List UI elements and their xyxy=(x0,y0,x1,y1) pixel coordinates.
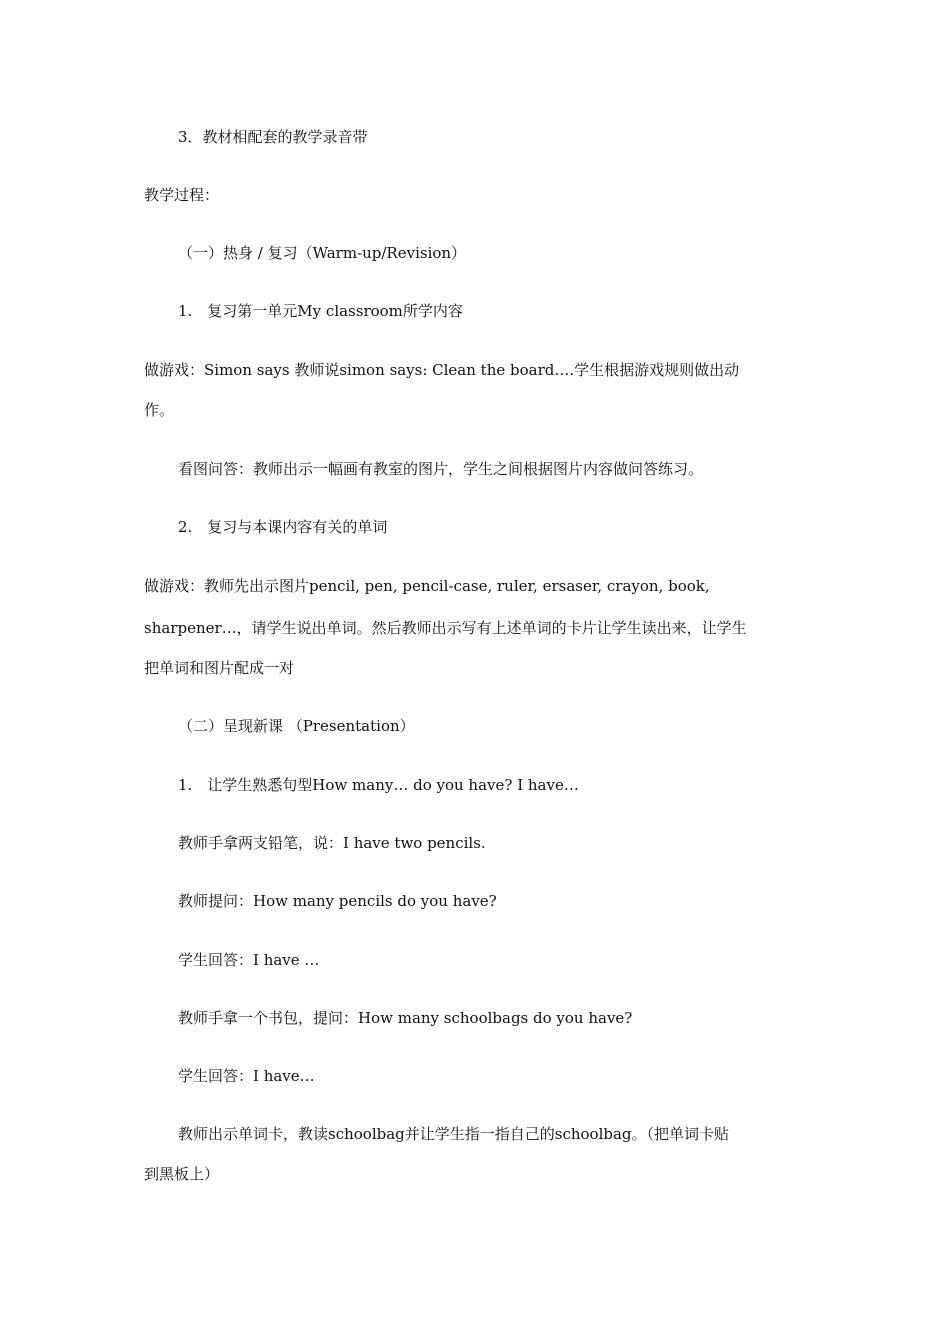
teacher-pencils-line: 教师手拿两支铅笔，说：I have two pencils. xyxy=(178,834,486,852)
teaching-process-heading: 教学过程： xyxy=(144,186,220,204)
student-answer-line-2: 学生回答：I have… xyxy=(178,1067,315,1085)
warmup-item-1: 1. 复习第一单元My classroom所学内容 xyxy=(178,302,463,320)
game-word-cards-line-1: 做游戏：教师先出示图片pencil, pen, pencil-case, ruler, ersaser, crayon, book, xyxy=(144,577,710,595)
presentation-item-1: 1. 让学生熟悉句型How many… do you have? I have… xyxy=(178,776,579,794)
word-card-line-2: 到黑板上） xyxy=(144,1165,220,1183)
warmup-item-2: 2. 复习与本课内容有关的单词 xyxy=(178,518,388,536)
section-presentation-heading: （二）呈现新课 （Presentation） xyxy=(178,717,415,735)
game-word-cards-line-2: sharpener…，请学生说出单词。然后教师出示写有上述单词的卡片让学生读出来，让学生 xyxy=(144,619,747,637)
game-simon-says-line-1: 做游戏：Simon says 教师说simon says: Clean the board….学生根据游戏规则做出动 xyxy=(144,361,740,379)
game-word-cards-line-3: 把单词和图片配成一对 xyxy=(144,659,295,677)
materials-item-3: 3．教材相配套的教学录音带 xyxy=(178,128,368,146)
word-card-line-1: 教师出示单词卡，教读schoolbag并让学生指一指自己的schoolbag。（把单词卡贴 xyxy=(178,1125,730,1143)
teacher-ask-pencils-line: 教师提问：How many pencils do you have? xyxy=(178,892,497,910)
student-answer-line-1: 学生回答：I have … xyxy=(178,951,320,969)
section-warmup-heading: （一）热身 / 复习（Warm-up/Revision） xyxy=(178,244,467,262)
game-simon-says-line-2: 作。 xyxy=(144,401,175,419)
teacher-schoolbag-line: 教师手拿一个书包，提问：How many schoolbags do you have? xyxy=(178,1009,633,1027)
picture-qa-paragraph: 看图问答：教师出示一幅画有教室的图片，学生之间根据图片内容做问答练习。 xyxy=(178,460,704,478)
